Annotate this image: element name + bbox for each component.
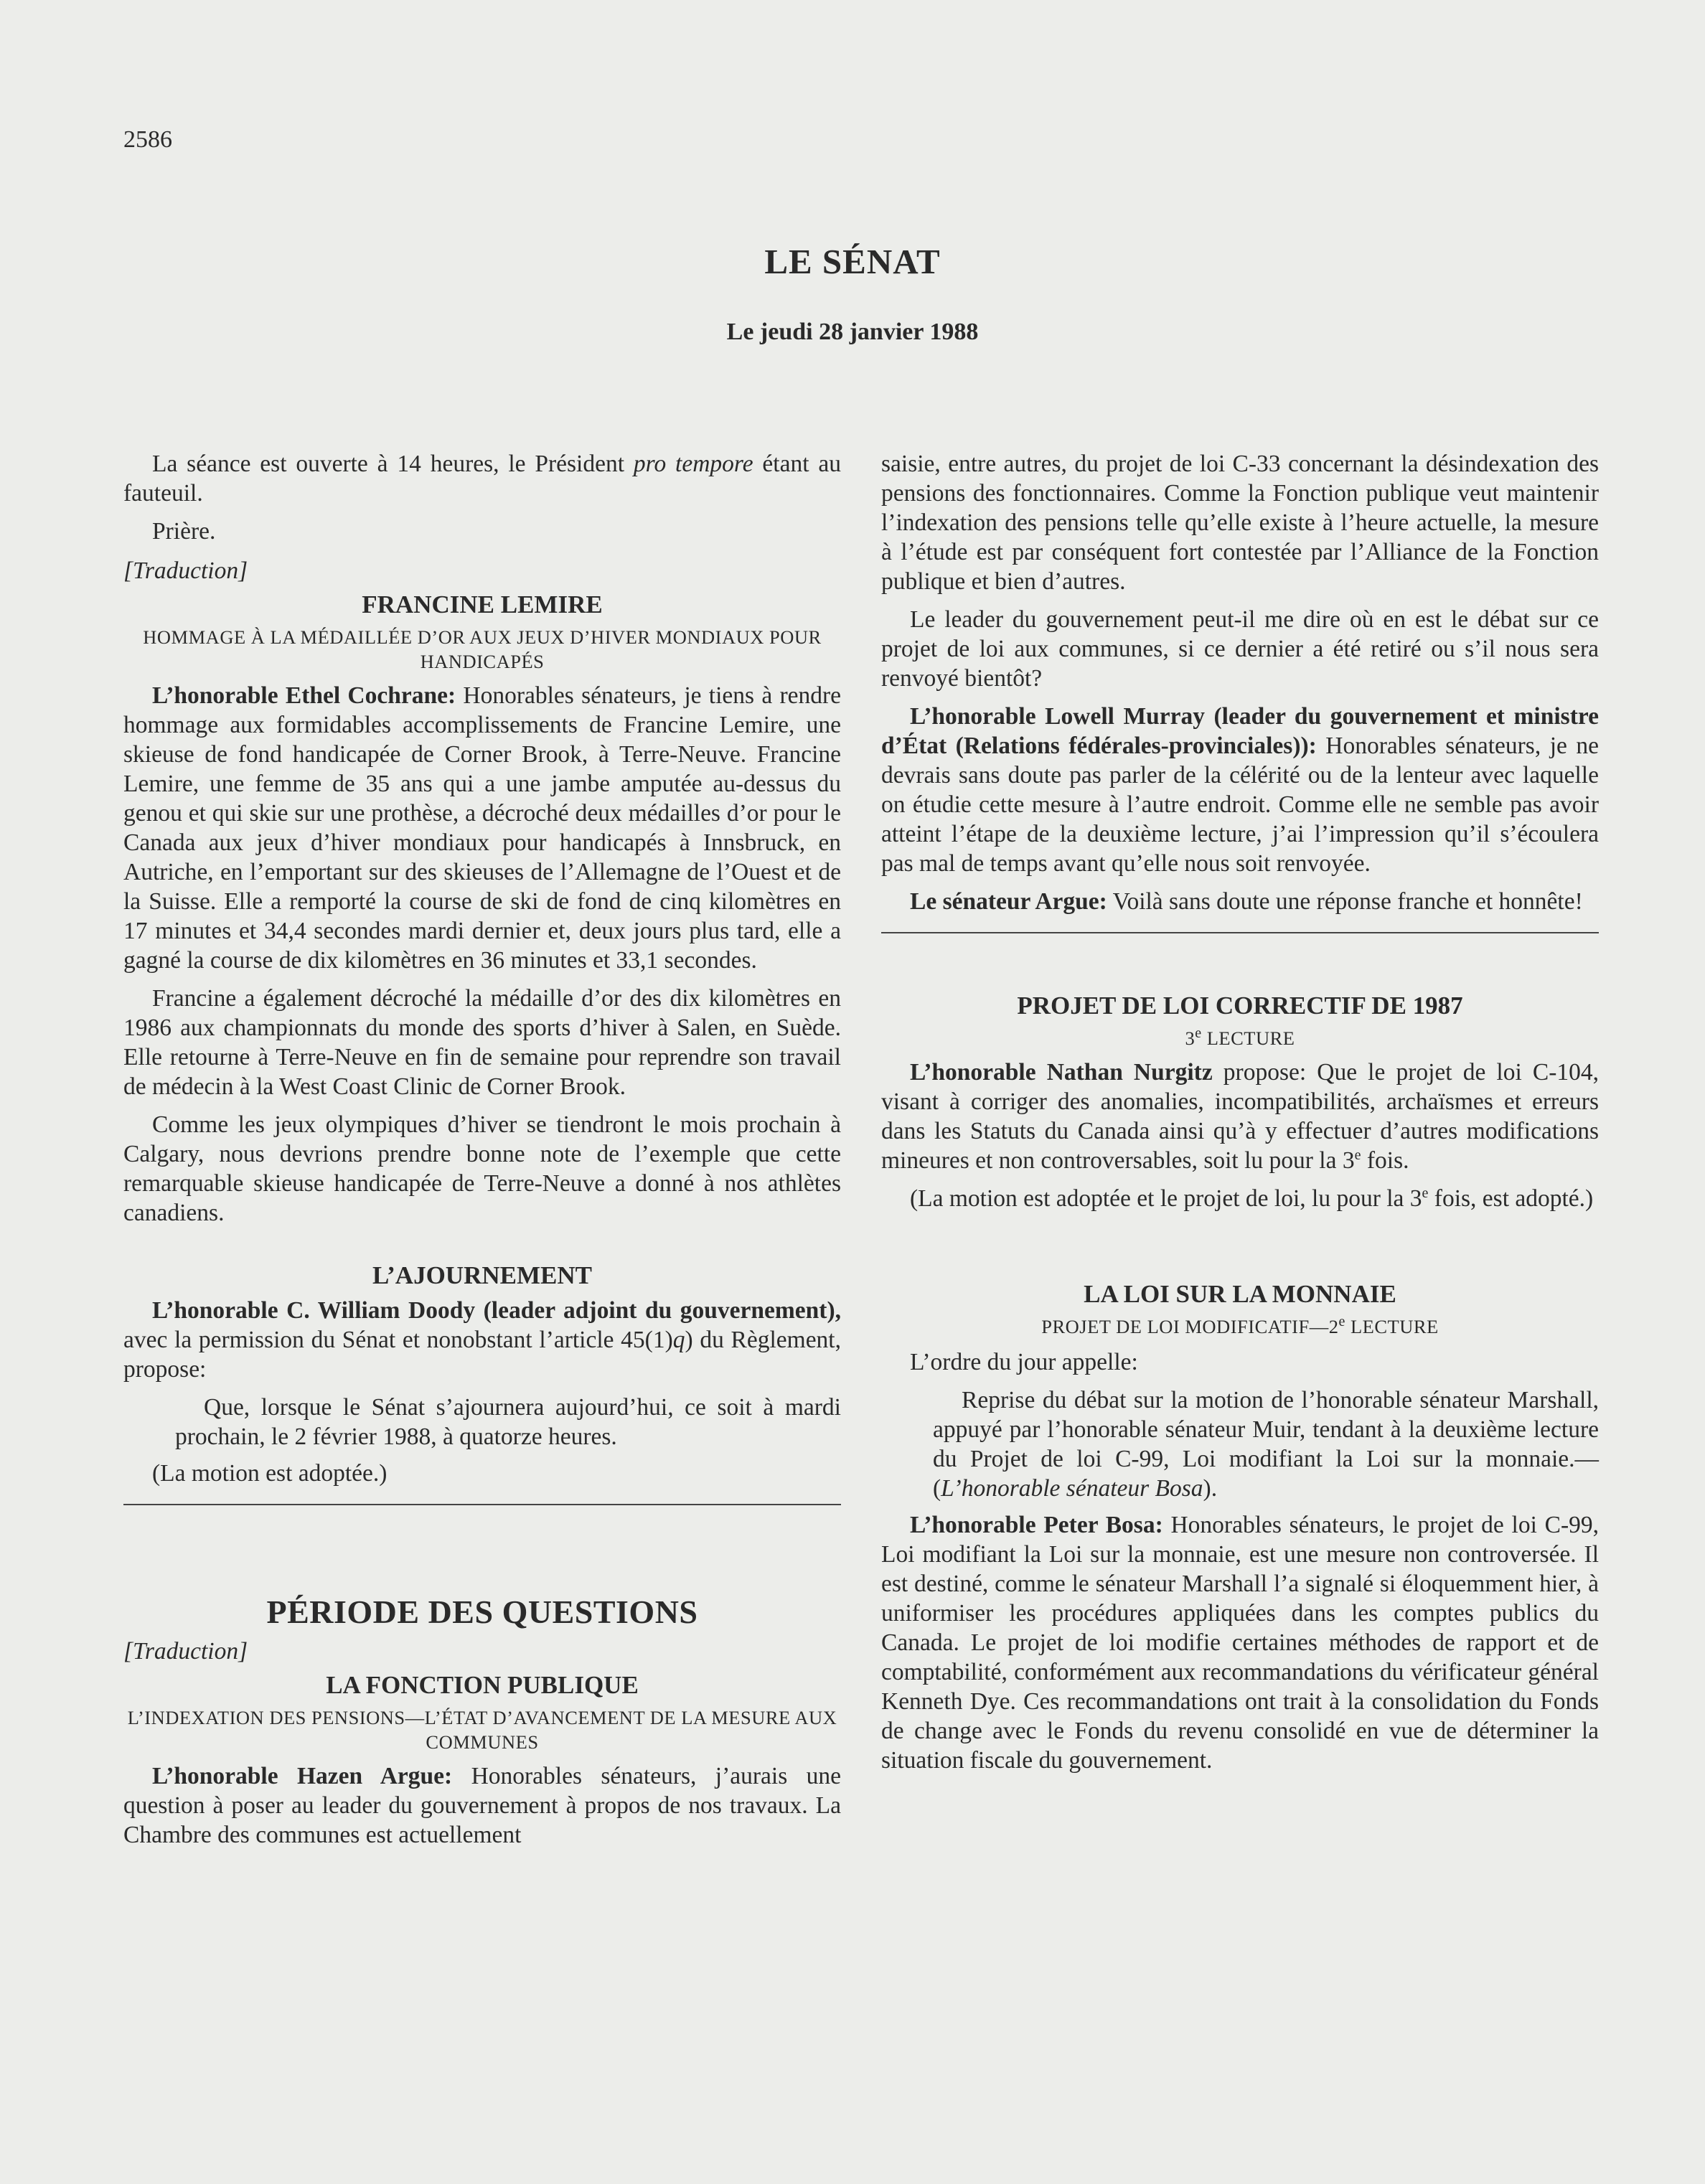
right-column (881, 449, 1599, 1784)
doody-adopted: (La motion est adoptée.) (152, 1460, 388, 1487)
speaker-name: L’honorable Hazen Argue: (152, 1763, 453, 1789)
section-heading-questions: PÉRIODE DES QUESTIONS (266, 1594, 698, 1630)
argue-reply: Le sénateur Argue: Voilà sans doute une réponse franche et honnête! (910, 888, 1583, 915)
subheading-monnaie: PROJET DE LOI MODIFICATIF—2e LECTURE (1041, 1314, 1439, 1337)
argue-paragraph-2: Le leader du gouvernement peut-il me dire où en est le débat sur ce projet de loi aux communes, si ce dernier a été retiré ou s’il nous sera renvoyé bientôt? (881, 606, 1599, 692)
subheading-lemire: HOMMAGE À LA MÉDAILLÉE D’OR AUX JEUX D’HIVER MONDIAUX POUR HANDICAPÉS (143, 626, 822, 672)
subheading-fonction: L’INDEXATION DES PENSIONS—L’ÉTAT D’AVANCEMENT DE LA MESURE AUX COMMUNES (127, 1707, 837, 1753)
bosa-paragraph: L’honorable Peter Bosa: Honorables sénateurs, le projet de loi C-99, Loi modifiant la Loi sur la monnaie, est une mesure non controversée. Il est destiné, comme le sénateur Marshall l’a signalé si éloquemment hier, à uniformiser les procédures appliquées dans les comptes publics du Canada. Le projet de loi modifie certaines méthodes de rapport et de comptabilité, conformément aux recommandations du vérificateur général Kenneth Dye. Ces recommandations ont trait à la consolidation du Fonds de change avec le Fonds du revenu consolidé en vue de déterminer la situation fiscale du gouvernement. (881, 1512, 1600, 1774)
argue-paragraph: L’honorable Hazen Argue: Honorables sénateurs, j’aurais une question à poser au leader du gouvernement à propos de nos travaux. La Chambre des communes est actuellement (123, 1763, 841, 1848)
nurgitz-paragraph: L’honorable Nathan Nurgitz propose: Que le projet de loi C-104, visant à corriger des anomalies, incompatibilités, archaïsmes et erreurs dans les Statuts du Canada ainsi qu’à y effectuer d’autres modifications mineures et non controversables, soit lu pour la 3e fois. (881, 1059, 1600, 1174)
speaker-name: L’honorable Lowell Murray (leader du gouvernement et ministre d’État (Relations fédérales-provinciales)): (881, 703, 1599, 759)
traduction-note: [Traduction] (123, 1638, 248, 1665)
speaker-name: L’honorable Ethel Cochrane: (152, 682, 456, 709)
section-heading-monnaie: LA LOI SUR LA MONNAIE (1084, 1280, 1396, 1308)
priere: Prière. (152, 518, 216, 545)
speaker-name: L’honorable Nathan Nurgitz (910, 1059, 1213, 1086)
reprise-debat: Reprise du débat sur la motion de l’honorable sénateur Marshall, appuyé par l’honorable sénateur Muir, tendant à la deuxième lecture du Projet de loi C-99, Loi modifiant la Loi sur la monnaie.—(L’honorable sénateur Bosa). (933, 1387, 1599, 1502)
sitting-date: Le jeudi 28 janvier 1988 (726, 319, 979, 345)
cochrane-paragraph-3: Comme les jeux olympiques d’hiver se tiendront le mois prochain à Calgary, nous devrions prendre bonne note de l’exemple que cette remarquable skieuse handicapée de Terre-Neuve a donné à nos athlètes canadiens. (123, 1111, 841, 1226)
doody-motion: Que, lorsque le Sénat s’ajournera aujourd’hui, ce soit à mardi prochain, le 2 février 1988, à quatorze heures. (175, 1394, 841, 1450)
speaker-name: Le sénateur Argue: (910, 888, 1107, 915)
section-heading-fonction: LA FONCTION PUBLIQUE (326, 1671, 639, 1699)
section-heading-ajournement: L’AJOURNEMENT (372, 1261, 592, 1289)
speaker-name: L’honorable C. William Doody (leader adjoint du gouvernement), (152, 1297, 841, 1324)
argue-continued: saisie, entre autres, du projet de loi C-33 concernant la désindexation des pensions des fonctionnaires. Comme la Fonction publique veut maintenir l’indexation des pensions telle qu’elle existe à l’heure actuelle, la mesure à l’étude est par conséquent fort contestée par l’Alliance de la Fonction publique et bien d’autres. (881, 451, 1599, 595)
section-heading-lemire: FRANCINE LEMIRE (362, 590, 603, 618)
page-title: LE SÉNAT (764, 242, 941, 281)
doody-paragraph: L’honorable C. William Doody (leader adjoint du gouvernement), avec la permission du Sénat et nonobstant l’article 45(1)q) du Règlement, propose: (123, 1297, 841, 1383)
left-column (123, 449, 841, 1858)
cochrane-paragraph-1: L’honorable Ethel Cochrane: Honorables sénateurs, je tiens à rendre hommage aux formidables accomplissements de Francine Lemire, une skieuse de fond handicapée de Corner Brook, à Terre-Neuve. Francine Lemire, une femme de 35 ans qui a une jambe amputée au-dessus du genou et qui skie sur une prothèse, a décroché deux médailles d’or pour le Canada aux jeux d’hiver mondiaux pour handicapés à Innsbruck, en Autriche, en l’emportant sur des skieuses de l’Allemagne de l’Ouest et de la Suisse. Elle a remporté la course de ski de fond de cinq kilomètres en 17 minutes et 34,4 secondes mardi dernier et, deux jours plus tard, elle a gagné la course de dix kilomètres en 36 minutes et 33,1 secondes. (123, 682, 841, 974)
ordre-du-jour: L’ordre du jour appelle: (910, 1349, 1138, 1375)
subheading-correctif: 3e LECTURE (1185, 1025, 1295, 1049)
nurgitz-adopted: (La motion est adoptée et le projet de loi, lu pour la 3e fois, est adopté.) (910, 1185, 1594, 1212)
speaker-name: L’honorable Peter Bosa: (910, 1512, 1163, 1538)
traduction-note: [Traduction] (123, 557, 248, 584)
opening-paragraph: La séance est ouverte à 14 heures, le Président pro tempore étant au fauteuil. (123, 451, 841, 507)
murray-paragraph: L’honorable Lowell Murray (leader du gouvernement et ministre d’État (Relations fédérales-provinciales)): Honorables sénateurs, je ne devrais sans doute pas parler de la célérité ou de la lenteur avec laquelle on étudie cette mesure à l’autre endroit. Comme elle ne semble pas avoir atteint l’étape de la deuxième lecture, j’ai l’impression qu’il s’écoulera pas mal de temps avant qu’elle nous soit renvoyée. (881, 703, 1599, 877)
section-heading-correctif: PROJET DE LOI CORRECTIF DE 1987 (1017, 992, 1463, 1020)
page-number: 2586 (123, 126, 172, 153)
cochrane-paragraph-2: Francine a également décroché la médaille d’or des dix kilomètres en 1986 aux championnats du monde des sports d’hiver à Salen, en Suède. Elle retourne à Terre-Neuve en fin de semaine pour reprendre son travail de médecin à la West Coast Clinic de Corner Brook. (123, 985, 841, 1100)
